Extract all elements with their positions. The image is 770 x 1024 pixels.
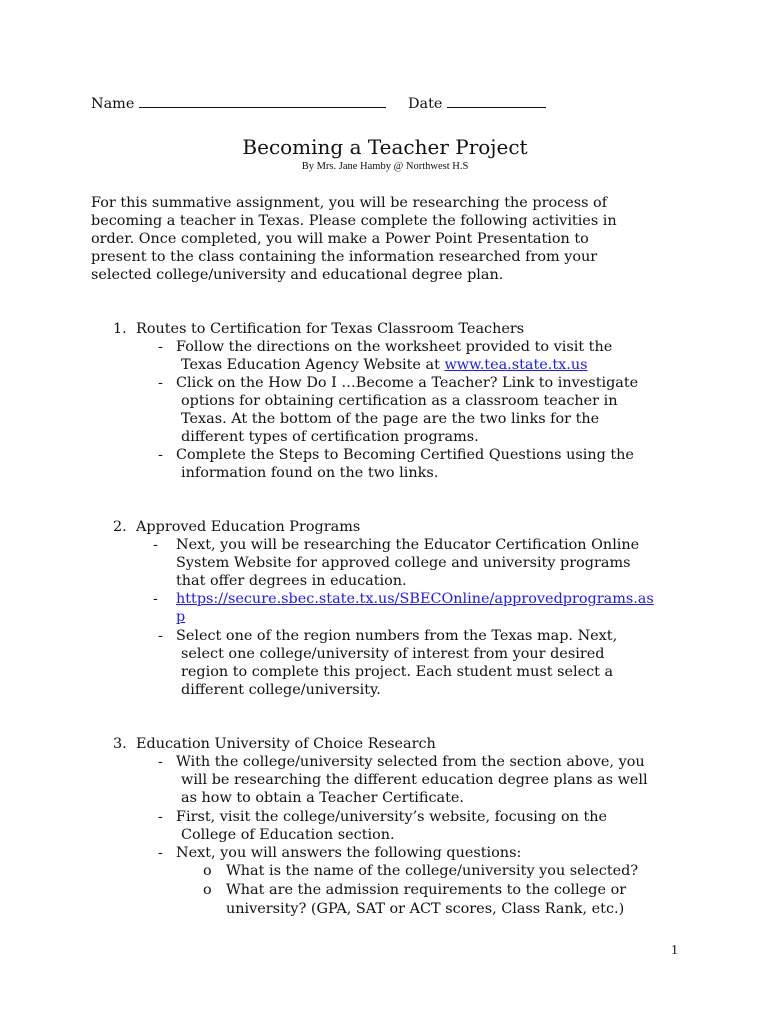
- sub-bullet: o: [203, 863, 212, 879]
- byline: By Mrs. Jane Hamby @ Northwest H.S: [301, 161, 469, 172]
- bullet-text: [181, 356, 588, 374]
- name-label: Name: [91, 96, 135, 112]
- question-text: What is the name of the college/university you selected?: [226, 863, 639, 879]
- bullet-text: System Website for approved college and university programs: [176, 555, 631, 571]
- bullet-text: Next, you will answers the following questions:: [176, 845, 522, 861]
- section-heading: Routes to Certification for Texas Classroom Teachers: [136, 321, 525, 337]
- bullet-dash: -: [153, 591, 158, 607]
- section-number: 2.: [113, 519, 127, 535]
- bullet-text: options for obtaining certification as a classroom teacher in: [181, 393, 618, 409]
- date-label: Date: [408, 96, 443, 112]
- bullet-text: as how to obtain a Teacher Certificate.: [181, 790, 464, 806]
- sub-bullet: o: [203, 882, 212, 898]
- intro-line: present to the class containing the information researched from your: [91, 249, 598, 265]
- name-field: [91, 93, 386, 112]
- intro-line: becoming a teacher in Texas. Please complete the following activities in: [91, 213, 617, 229]
- section-number: 1.: [113, 321, 127, 337]
- bullet-text: region to complete this project. Each student must select a: [181, 664, 614, 680]
- bullet-text: Texas. At the bottom of the page are the two links for the: [181, 411, 600, 427]
- intro-line: selected college/university and educational degree plan.: [91, 267, 504, 283]
- bullet-dash: -: [158, 754, 163, 770]
- bullet-dash: -: [158, 339, 163, 355]
- bullet-text: With the college/university selected from the section above, you: [176, 754, 645, 770]
- bullet-text-part: Texas Education Agency Website at: [181, 357, 440, 373]
- section-number: 3.: [113, 736, 127, 752]
- bullet-text: Complete the Steps to Becoming Certified Questions using the: [176, 447, 634, 463]
- page-title: Becoming a Teacher Project: [242, 135, 528, 159]
- bullet-text: select one college/university of interest from your desired: [181, 646, 605, 662]
- sbec-programs-link[interactable]: https://secure.sbec.state.tx.us/SBECOnline/approvedprograms.as: [176, 591, 654, 607]
- bullet-dash: -: [158, 845, 163, 861]
- bullet-text: Next, you will be researching the Educator Certification Online: [176, 537, 640, 553]
- date-field: [408, 93, 546, 112]
- bullet-dash: -: [158, 375, 163, 391]
- bullet-dash: -: [158, 809, 163, 825]
- bullet-text: Follow the directions on the worksheet provided to visit the: [176, 339, 613, 355]
- bullet-text: different types of certification programs.: [181, 429, 479, 445]
- bullet-text: information found on the two links.: [181, 465, 439, 481]
- question-text: university? (GPA, SAT or ACT scores, Class Rank, etc.): [226, 901, 625, 917]
- sbec-programs-link-continued[interactable]: p: [176, 609, 186, 625]
- date-blank: [447, 93, 546, 108]
- tea-website-link[interactable]: www.tea.state.tx.us: [444, 357, 588, 373]
- intro-line: For this summative assignment, you will be researching the process of: [91, 195, 608, 211]
- bullet-text: will be researching the different education degree plans as well: [181, 772, 648, 788]
- bullet-dash: -: [153, 537, 158, 553]
- bullet-dash: -: [158, 447, 163, 463]
- intro-line: order. Once completed, you will make a Power Point Presentation to: [91, 231, 589, 247]
- bullet-text: Click on the How Do I …Become a Teacher? Link to investigate: [176, 375, 639, 391]
- section-heading: Approved Education Programs: [136, 519, 361, 535]
- bullet-text: First, visit the college/university’s website, focusing on the: [176, 809, 608, 825]
- page-number: 1: [671, 943, 678, 958]
- bullet-text: that offer degrees in education.: [176, 573, 407, 589]
- bullet-text: College of Education section.: [181, 827, 395, 843]
- question-text: What are the admission requirements to the college or: [226, 882, 627, 898]
- bullet-text: Select one of the region numbers from the Texas map. Next,: [176, 628, 618, 644]
- section-heading: Education University of Choice Research: [136, 736, 436, 752]
- bullet-text: different college/university.: [181, 682, 381, 698]
- name-blank: [139, 93, 386, 108]
- bullet-dash: -: [158, 628, 163, 644]
